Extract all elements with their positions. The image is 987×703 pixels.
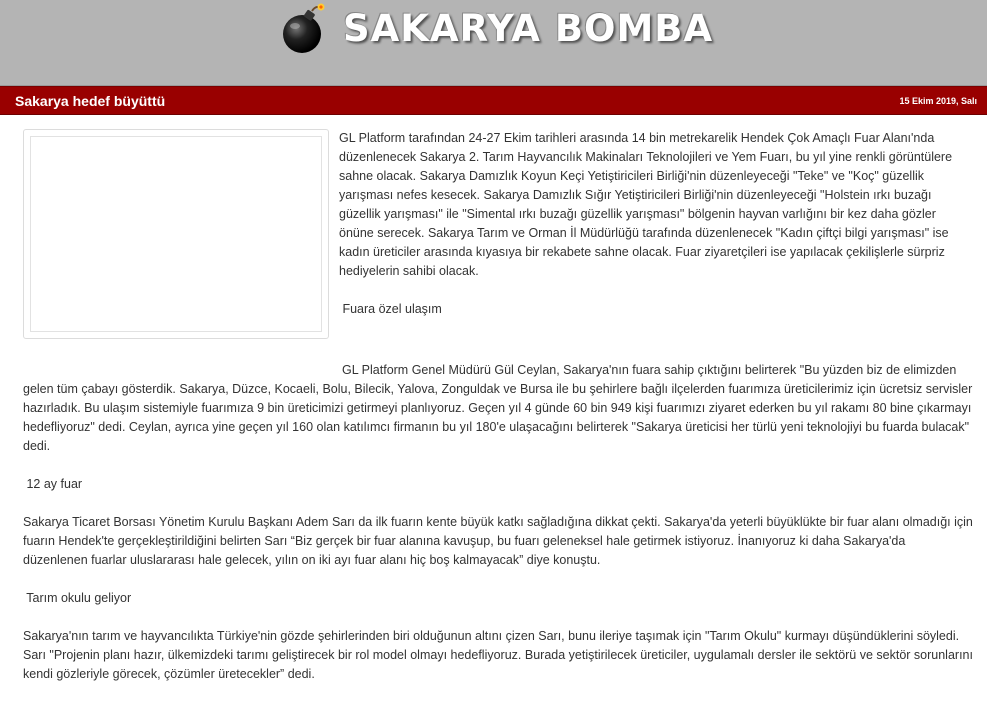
article-paragraph: Sakarya Ticaret Borsası Yönetim Kurulu Başkanı Adem Sarı da ilk fuarın kente büyük katkı sağladığına dikkat çekti. Sakarya'da yeterli büyüklükte bir fuar alanı olmadığı için fuarın Hendek'te gerçekleştirildiğini belirten Sarı “Biz gerçek bir fuar alanına kavuşup, bu fuarı geleneksel hale getirmek istiyoruz. İnanıyoruz ki daha Sakarya'da düzenlenen fuarlar uluslararası hale gelecek, yılın on iki ayı fuar alanı hiç boş kalmayacak” diye konuştu. (23, 515, 973, 567)
article-image-frame (30, 136, 322, 332)
article-body (23, 129, 973, 703)
article-date: 15 Ekim 2019, Salı (899, 95, 977, 106)
article-image-placeholder (23, 129, 329, 339)
site-logo-text: SAKARYA BOMBA (343, 6, 714, 50)
article-paragraph: GL Platform Genel Müdürü Gül Ceylan, Sakarya'nın fuara sahip çıktığını belirterek "Bu yüzden biz de elimizden gelen tüm çabayı gösterdik. Sakarya, Düzce, Kocaeli, Bolu, Bilecik, Yalova, Zonguldak ve Bursa ile bu şehirlere bağlı ilçelerden fuarımıza üreticilerimiz için ücretsiz servisler hazırladık. Bu ulaşım sistemiyle fuarımıza 9 bin üreticimizi getirmeyi planlıyoruz. Geçen yıl 4 günde 60 bin 949 kişi fuarımızı ziyaret ederken bu yıl rakamı 80 bine çıkarmayı hedefliyoruz" dedi. Ceylan, ayrıca yine geçen yıl 160 olan katılımcı firmanın bu yıl 180'e ulaşacağını belirterek "Sakarya üreticisi her türlü yeni teknolojiyi bu fuarda bulacak" dedi. (23, 363, 973, 453)
bomb-icon (281, 2, 327, 54)
article-title-bar (0, 86, 987, 115)
article-title: Sakarya hedef büyüttü (15, 92, 166, 109)
article-paragraph: Sakarya'nın tarım ve hayvancılıkta Türkiye'nin gözde şehirlerinden biri olduğunun altını çizen Sarı, bunu ileriye taşımak için "Tarım Okulu" kurmayı düşündüklerini söyledi. Sarı "Projenin planı hazır, ülkemizdeki tarımı geliştirecek bir rol model olmayı hedefliyoruz. Burada yetiştirilecek üreticiler, uygulamalı dersler ile sektörü ve sektör sorunlarını kendi gözleriyle görecek, çözümler üretecekler” dedi. (23, 629, 973, 681)
article-subheading: Tarım okulu geliyor (23, 591, 132, 605)
site-header (0, 0, 987, 86)
article-subheading: Fuara özel ulaşım (339, 302, 442, 316)
site-logo-link[interactable] (281, 2, 713, 54)
article-subheading: 12 ay fuar (23, 477, 83, 491)
article-paragraph: GL Platform tarafından 24-27 Ekim tarihleri arasında 14 bin metrekarelik Hendek Çok Amaçlı Fuar Alanı'nda düzenlenecek Sakarya 2. Tarım Hayvancılık Makinaları Teknolojileri ve Yem Fuarı, bu yıl yine renkli görüntülere sahne olacak. Sakarya Damızlık Koyun Keçi Yetiştiricileri Birliği'nin düzenleyeceği "Teke" ve "Koç" güzellik yarışması nefes kesecek. Sakarya Damızlık Sığır Yetiştiricileri Birliği'nin düzenleyeceği "Holstein ırkı buzağı güzellik yarışması" ile "Simental ırkı buzağı güzellik yarışması" bölgenin hayvan varlığını bir kez daha gözler önüne serecek. Sakarya Tarım ve Orman İl Müdürlüğü tarafında düzenlenecek "Kadın çiftçi bilgi yarışması" ise kadın üreticiler arasında kıyasıya bir rekabete sahne olacak. Fuar ziyaretçileri ise yapılacak çekilişlerle sürpriz hediyelerin sahibi olacak. (339, 131, 953, 278)
